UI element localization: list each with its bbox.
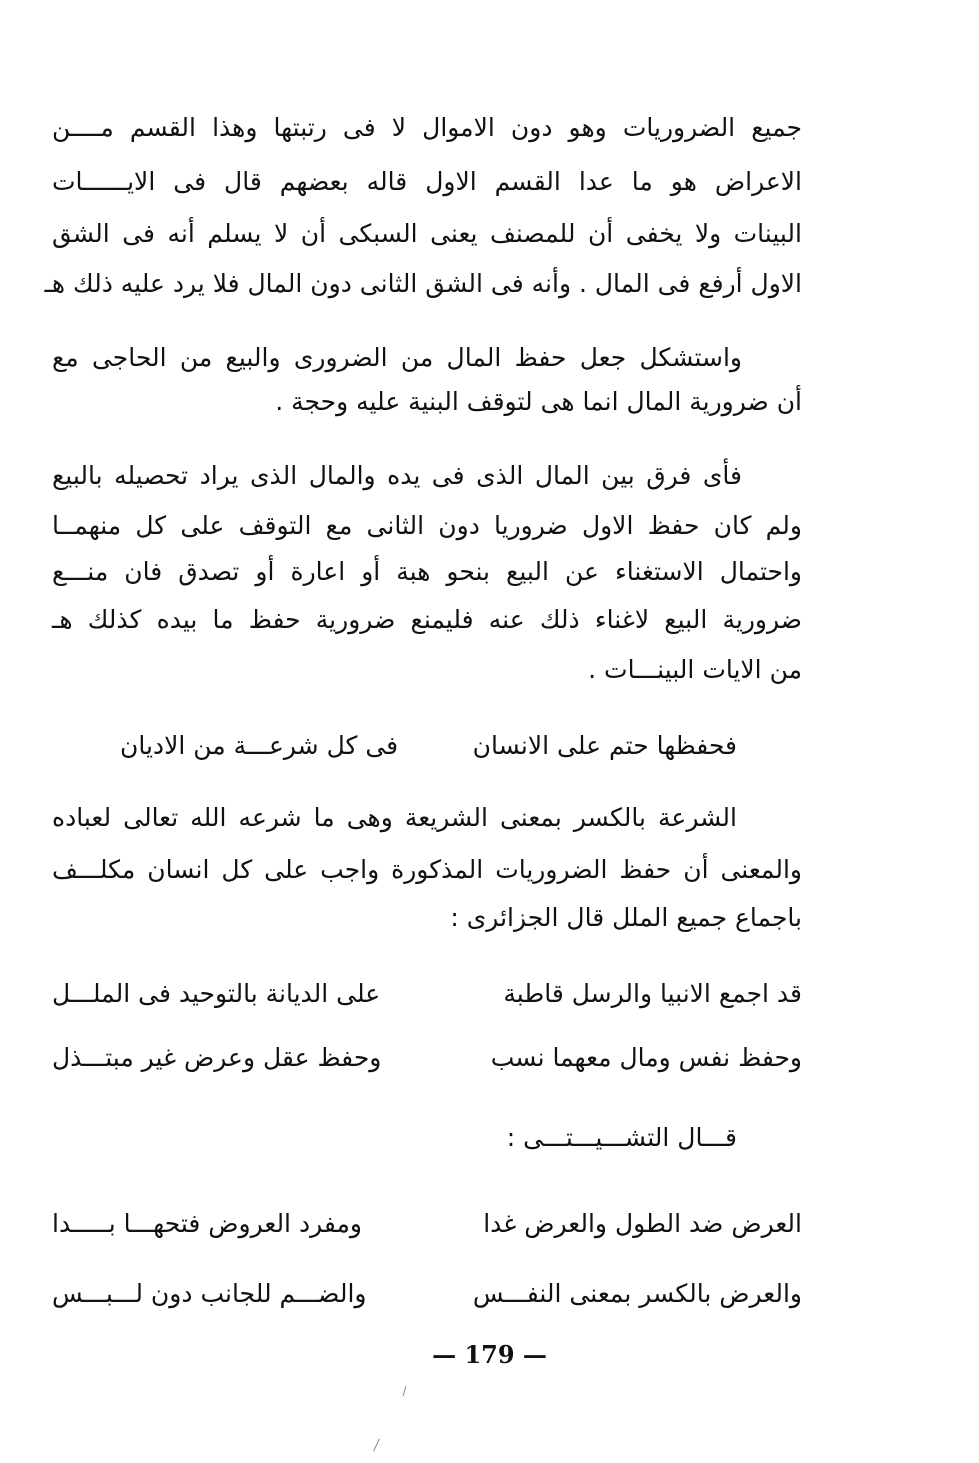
scan-mark — [403, 1386, 407, 1396]
poem-1-line-2-left: وحفظ عقل وعرض غير مبتـــذل — [52, 1043, 382, 1072]
verse-right-hemistich: فحفظها حتم على الانسان — [472, 731, 737, 760]
verse-left-hemistich: فى كل شرعـــة من الاديان — [120, 731, 399, 760]
paragraph-3-line-4: ضرورية البيع لاغناء ذلك عنه فليمنع ضرورية حفظ ما بيده كذلك هـ — [52, 605, 802, 634]
poem-1-line-1-right: قد اجمع الانبيا والرسل قاطبة — [503, 979, 802, 1008]
poem-2-line-2-right: والعرض بالكسر بمعنى النفـــس — [472, 1279, 802, 1308]
verse-line-main — [52, 728, 802, 764]
poem-1-line-2 — [52, 1040, 802, 1076]
poem-2-line-2-left: والضـــم للجانب دون لـــبـــس — [52, 1279, 367, 1308]
poem-2-line-1 — [52, 1206, 802, 1242]
poem-1-line-1 — [52, 976, 802, 1012]
paragraph-1-line-2: الاعراض هو ما عدا القسم الاول قاله بعضهم قال فى الايــــــات — [52, 167, 802, 196]
paragraph-3-line-3: واحتمال الاستغناء عن البيع بنحو هبة أو اعارة أو تصدق فان منـــع — [52, 557, 802, 586]
paragraph-1-line-1: جميع الضروريات وهو دون الاموال لا فى رتبتها وهذا القسم مــــن — [52, 113, 802, 142]
page-number: — 179 — — [432, 1340, 547, 1369]
paragraph-3-line-5: من الايات البينـــات . — [588, 655, 802, 684]
scan-mark — [373, 1438, 380, 1451]
paragraph-4-line-3: باجماع جميع الملل قال الجزائرى : — [450, 903, 802, 932]
paragraph-2-line-1: واستشكل جعل حفظ المال من الضرورى والبيع من الحاجى مع — [52, 343, 742, 372]
paragraph-3-line-2: ولم كان حفظ الاول ضروريا دون الثانى مع التوقف على كل منهمــا — [52, 511, 802, 540]
poem-1-line-2-right: وحفظ نفس ومال معهما نسب — [490, 1043, 802, 1072]
qala-line — [52, 1120, 802, 1156]
paragraph-1-line-4: الاول أرفع فى المال . وأنه فى الشق الثانى دون المال فلا يرد عليه ذلك هـ — [44, 269, 802, 298]
paragraph-2-line-2: أن ضرورية المال انما هى لتوقف البنية عليه وحجة . — [275, 387, 802, 416]
poem-2-line-2 — [52, 1276, 802, 1312]
poem-1-line-1-left: على الديانة بالتوحيد فى الملـــل — [52, 979, 381, 1008]
qala-text: قـــال التشـــيـــتـــى : — [506, 1123, 737, 1152]
paragraph-4-line-1: الشرعة بالكسر بمعنى الشريعة وهى ما شرعه الله تعالى لعباده — [52, 803, 737, 832]
paragraph-4-line-2: والمعنى أن حفظ الضروريات المذكورة واجب على كل انسان مكلـــف — [52, 855, 802, 884]
paragraph-3-line-1: فأى فرق بين المال الذى فى يده والمال الذى يراد تحصيله بالبيع — [52, 461, 742, 490]
poem-2-line-1-right: العرض ضد الطول والعرض غدا — [483, 1209, 802, 1238]
paragraph-1-line-3: البينات ولا يخفى أن للمصنف يعنى السبكى أن لا يسلم أنه فى الشق — [52, 219, 802, 248]
poem-2-line-1-left: ومفرد العروض فتحهـــا بـــــدا — [52, 1209, 362, 1238]
